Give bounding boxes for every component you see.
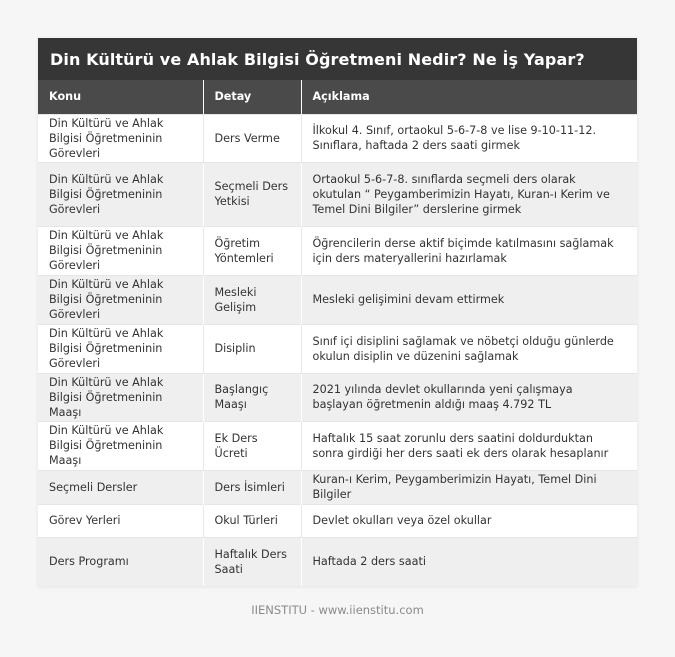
cell-aciklama: Sınıf içi disiplini sağlamak ve nöbetçi olduğu günlerde okulun disiplin ve düzenini sağlamak <box>301 324 637 373</box>
table-row <box>38 226 637 275</box>
page-title: Din Kültürü ve Ahlak Bilgisi Öğretmeni Nedir? Ne İş Yapar? <box>38 38 637 80</box>
table-row <box>38 470 637 504</box>
footer-credit: IIENSTITU - www.iienstitu.com <box>251 603 424 617</box>
cell-konu: Din Kültürü ve Ahlak Bilgisi Öğretmeninin Görevleri <box>38 162 203 226</box>
cell-konu: Din Kültürü ve Ahlak Bilgisi Öğretmeninin Görevleri <box>38 114 203 162</box>
table-row <box>38 537 637 586</box>
cell-aciklama: Haftalık 15 saat zorunlu ders saatini doldurduktan sonra girdiği her ders saati ek ders olarak hesaplanır <box>301 421 637 470</box>
table-card <box>38 38 637 586</box>
header-row <box>38 80 637 114</box>
cell-detay: Ders Verme <box>203 114 301 162</box>
table-row <box>38 324 637 373</box>
column-header-konu: Konu <box>38 80 203 114</box>
cell-detay: Mesleki Gelişim <box>203 275 301 324</box>
cell-aciklama: 2021 yılında devlet okullarında yeni çalışmaya başlayan öğretmenin aldığı maaş 4.792 TL <box>301 373 637 421</box>
table-row <box>38 373 637 421</box>
cell-konu: Din Kültürü ve Ahlak Bilgisi Öğretmeninin Görevleri <box>38 275 203 324</box>
cell-konu: Ders Programı <box>38 537 203 586</box>
cell-aciklama: Kuran-ı Kerim, Peygamberimizin Hayatı, Temel Dini Bilgiler <box>301 470 637 504</box>
table-row <box>38 504 637 537</box>
table-row <box>38 114 637 162</box>
cell-aciklama: Haftada 2 ders saati <box>301 537 637 586</box>
cell-konu: Din Kültürü ve Ahlak Bilgisi Öğretmeninin Maaşı <box>38 373 203 421</box>
cell-detay: Ek Ders Ücreti <box>203 421 301 470</box>
table-body <box>38 114 637 586</box>
table-row <box>38 162 637 226</box>
column-header-detay: Detay <box>203 80 301 114</box>
cell-aciklama: Ortaokul 5-6-7-8. sınıflarda seçmeli ders olarak okutulan “ Peygamberimizin Hayatı, Kuran-ı Kerim ve Temel Dini Bilgiler” derslerine girmek <box>301 162 637 226</box>
table-header <box>38 80 637 114</box>
cell-konu: Seçmeli Dersler <box>38 470 203 504</box>
cell-detay: Haftalık Ders Saati <box>203 537 301 586</box>
cell-konu: Din Kültürü ve Ahlak Bilgisi Öğretmeninin Maaşı <box>38 421 203 470</box>
cell-detay: Okul Türleri <box>203 504 301 537</box>
cell-konu: Din Kültürü ve Ahlak Bilgisi Öğretmeninin Görevleri <box>38 324 203 373</box>
cell-aciklama: Devlet okulları veya özel okullar <box>301 504 637 537</box>
cell-aciklama: Öğrencilerin derse aktif biçimde katılmasını sağlamak için ders materyallerini hazırlamak <box>301 226 637 275</box>
cell-detay: Başlangıç Maaşı <box>203 373 301 421</box>
cell-aciklama: Mesleki gelişimini devam ettirmek <box>301 275 637 324</box>
table-row <box>38 275 637 324</box>
cell-detay: Seçmeli Ders Yetkisi <box>203 162 301 226</box>
cell-detay: Öğretim Yöntemleri <box>203 226 301 275</box>
table-row <box>38 421 637 470</box>
cell-detay: Disiplin <box>203 324 301 373</box>
cell-aciklama: İlkokul 4. Sınıf, ortaokul 5-6-7-8 ve lise 9-10-11-12. Sınıflara, haftada 2 ders saati girmek <box>301 114 637 162</box>
cell-detay: Ders İsimleri <box>203 470 301 504</box>
cell-konu: Din Kültürü ve Ahlak Bilgisi Öğretmeninin Görevleri <box>38 226 203 275</box>
cell-konu: Görev Yerleri <box>38 504 203 537</box>
column-header-aciklama: Açıklama <box>312 90 370 104</box>
data-table <box>38 80 637 586</box>
